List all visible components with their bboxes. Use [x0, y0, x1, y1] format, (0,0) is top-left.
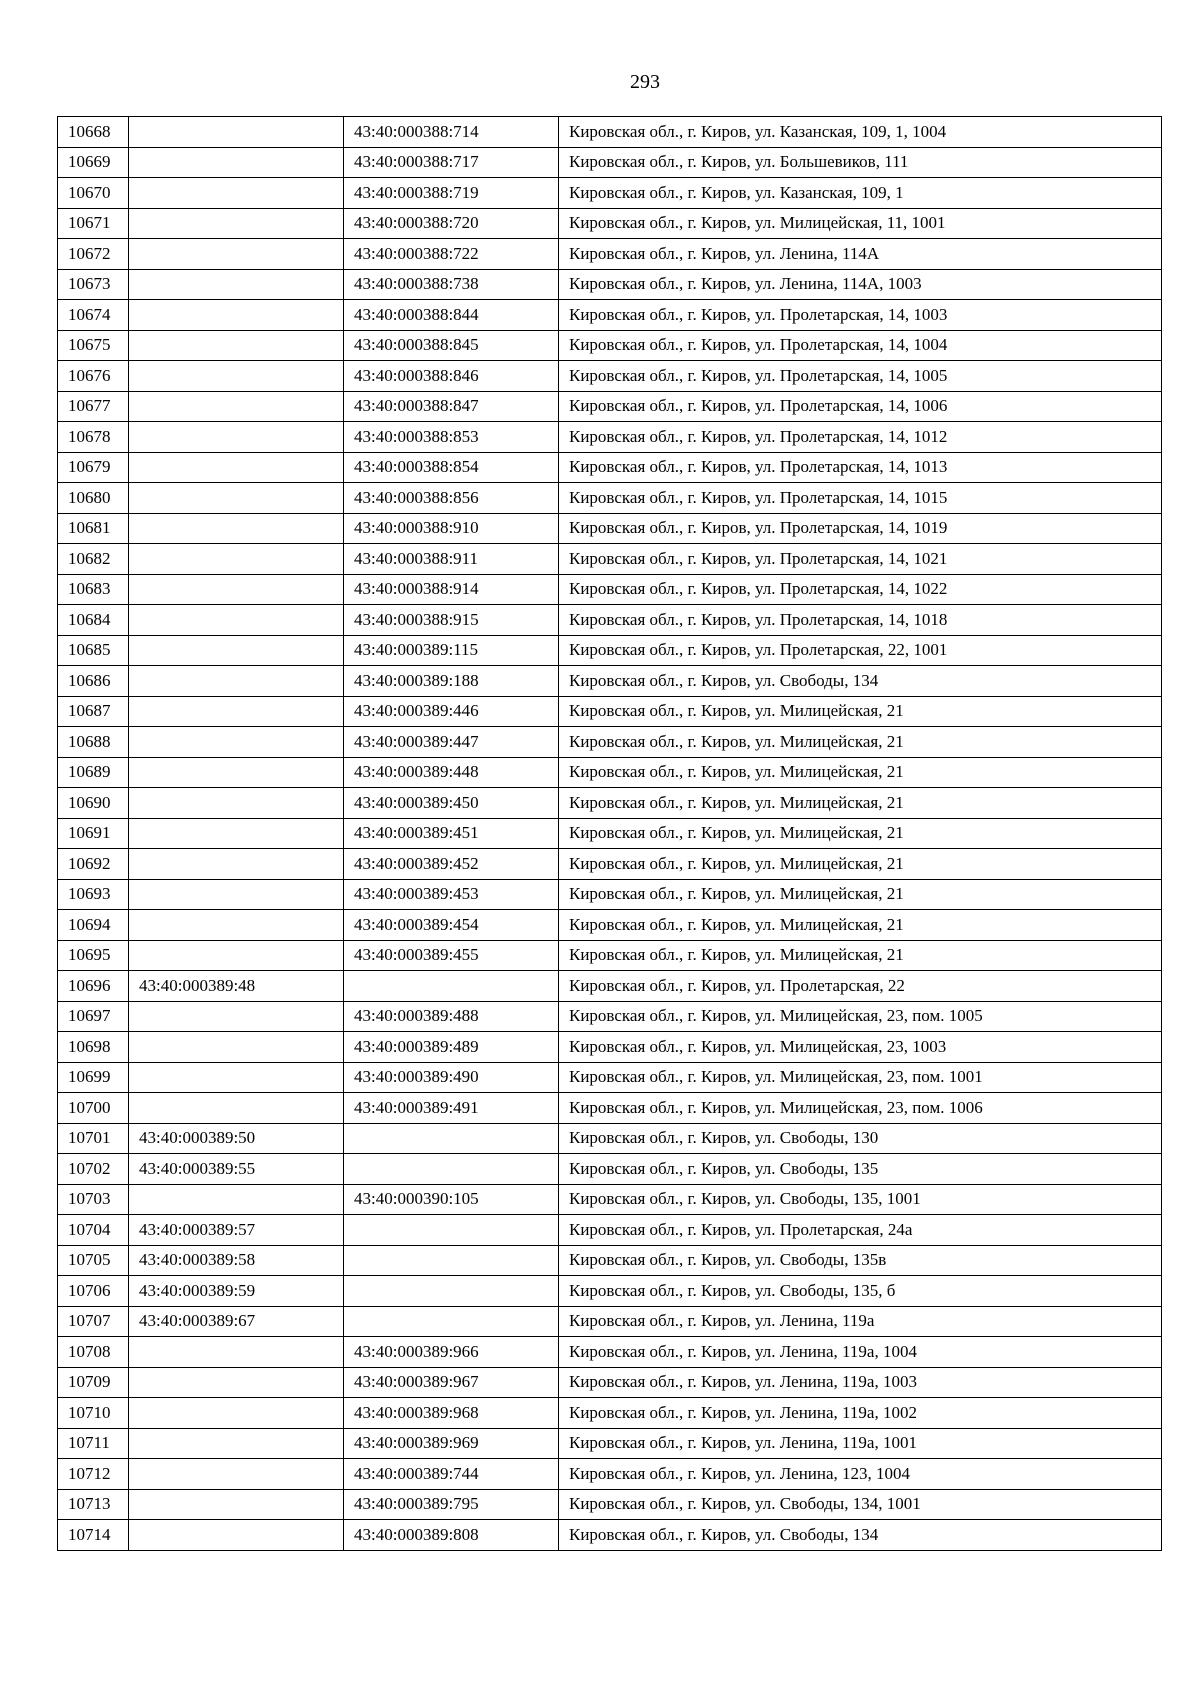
address-cell: Кировская обл., г. Киров, ул. Пролетарская, 14, 1006	[559, 391, 1162, 422]
table-row	[58, 1215, 1162, 1246]
land-cadastral-number-cell	[129, 452, 344, 483]
address-cell: Кировская обл., г. Киров, ул. Милицейская, 21	[559, 940, 1162, 971]
row-number-cell: 10695	[58, 940, 129, 971]
object-cadastral-number-cell	[344, 1245, 559, 1276]
table-row	[58, 910, 1162, 941]
object-cadastral-number-cell: 43:40:000389:966	[344, 1337, 559, 1368]
table-row	[58, 117, 1162, 148]
address-cell: Кировская обл., г. Киров, ул. Пролетарская, 14, 1015	[559, 483, 1162, 514]
row-number-cell: 10703	[58, 1184, 129, 1215]
table-row	[58, 940, 1162, 971]
address-cell: Кировская обл., г. Киров, ул. Свободы, 135в	[559, 1245, 1162, 1276]
row-number-cell: 10706	[58, 1276, 129, 1307]
address-cell: Кировская обл., г. Киров, ул. Ленина, 123, 1004	[559, 1459, 1162, 1490]
land-cadastral-number-cell	[129, 635, 344, 666]
table-row	[58, 422, 1162, 453]
land-cadastral-number-cell	[129, 1520, 344, 1551]
land-cadastral-number-cell	[129, 422, 344, 453]
address-cell: Кировская обл., г. Киров, ул. Пролетарская, 14, 1004	[559, 330, 1162, 361]
row-number-cell: 10702	[58, 1154, 129, 1185]
object-cadastral-number-cell: 43:40:000389:489	[344, 1032, 559, 1063]
address-cell: Кировская обл., г. Киров, ул. Пролетарская, 14, 1003	[559, 300, 1162, 331]
object-cadastral-number-cell: 43:40:000388:915	[344, 605, 559, 636]
address-cell: Кировская обл., г. Киров, ул. Свободы, 134, 1001	[559, 1489, 1162, 1520]
row-number-cell: 10696	[58, 971, 129, 1002]
object-cadastral-number-cell: 43:40:000389:115	[344, 635, 559, 666]
row-number-cell: 10700	[58, 1093, 129, 1124]
address-cell: Кировская обл., г. Киров, ул. Пролетарская, 14, 1022	[559, 574, 1162, 605]
row-number-cell: 10693	[58, 879, 129, 910]
table-row	[58, 147, 1162, 178]
land-cadastral-number-cell	[129, 1093, 344, 1124]
row-number-cell: 10704	[58, 1215, 129, 1246]
land-cadastral-number-cell	[129, 910, 344, 941]
table-row	[58, 1062, 1162, 1093]
address-cell: Кировская обл., г. Киров, ул. Свободы, 135	[559, 1154, 1162, 1185]
table-row	[58, 239, 1162, 270]
address-cell: Кировская обл., г. Киров, ул. Пролетарская, 14, 1013	[559, 452, 1162, 483]
table-row	[58, 635, 1162, 666]
row-number-cell: 10685	[58, 635, 129, 666]
object-cadastral-number-cell: 43:40:000389:491	[344, 1093, 559, 1124]
row-number-cell: 10709	[58, 1367, 129, 1398]
row-number-cell: 10669	[58, 147, 129, 178]
land-cadastral-number-cell	[129, 178, 344, 209]
address-cell: Кировская обл., г. Киров, ул. Милицейская, 21	[559, 696, 1162, 727]
registry-table-body	[58, 117, 1162, 1551]
table-row	[58, 361, 1162, 392]
table-row	[58, 849, 1162, 880]
table-row	[58, 574, 1162, 605]
object-cadastral-number-cell: 43:40:000389:454	[344, 910, 559, 941]
address-cell: Кировская обл., г. Киров, ул. Милицейская, 21	[559, 818, 1162, 849]
land-cadastral-number-cell: 43:40:000389:50	[129, 1123, 344, 1154]
land-cadastral-number-cell	[129, 1428, 344, 1459]
land-cadastral-number-cell	[129, 361, 344, 392]
row-number-cell: 10682	[58, 544, 129, 575]
address-cell: Кировская обл., г. Киров, ул. Милицейская, 23, пом. 1001	[559, 1062, 1162, 1093]
table-row	[58, 544, 1162, 575]
table-row	[58, 1245, 1162, 1276]
row-number-cell: 10675	[58, 330, 129, 361]
address-cell: Кировская обл., г. Киров, ул. Пролетарская, 14, 1012	[559, 422, 1162, 453]
object-cadastral-number-cell: 43:40:000389:188	[344, 666, 559, 697]
address-cell: Кировская обл., г. Киров, ул. Пролетарская, 14, 1019	[559, 513, 1162, 544]
table-row	[58, 269, 1162, 300]
object-cadastral-number-cell: 43:40:000389:451	[344, 818, 559, 849]
row-number-cell: 10687	[58, 696, 129, 727]
address-cell: Кировская обл., г. Киров, ул. Ленина, 119а, 1003	[559, 1367, 1162, 1398]
land-cadastral-number-cell: 43:40:000389:67	[129, 1306, 344, 1337]
row-number-cell: 10691	[58, 818, 129, 849]
row-number-cell: 10713	[58, 1489, 129, 1520]
object-cadastral-number-cell: 43:40:000388:846	[344, 361, 559, 392]
row-number-cell: 10672	[58, 239, 129, 270]
object-cadastral-number-cell: 43:40:000389:446	[344, 696, 559, 727]
table-row	[58, 1459, 1162, 1490]
table-row	[58, 483, 1162, 514]
table-row	[58, 879, 1162, 910]
table-row	[58, 300, 1162, 331]
row-number-cell: 10678	[58, 422, 129, 453]
address-cell: Кировская обл., г. Киров, ул. Милицейская, 23, пом. 1005	[559, 1001, 1162, 1032]
address-cell: Кировская обл., г. Киров, ул. Милицейская, 21	[559, 910, 1162, 941]
land-cadastral-number-cell: 43:40:000389:59	[129, 1276, 344, 1307]
object-cadastral-number-cell: 43:40:000388:853	[344, 422, 559, 453]
object-cadastral-number-cell	[344, 1123, 559, 1154]
address-cell: Кировская обл., г. Киров, ул. Пролетарская, 24а	[559, 1215, 1162, 1246]
row-number-cell: 10705	[58, 1245, 129, 1276]
address-cell: Кировская обл., г. Киров, ул. Милицейская, 21	[559, 849, 1162, 880]
table-row	[58, 1337, 1162, 1368]
land-cadastral-number-cell	[129, 269, 344, 300]
object-cadastral-number-cell: 43:40:000389:969	[344, 1428, 559, 1459]
row-number-cell: 10668	[58, 117, 129, 148]
land-cadastral-number-cell	[129, 208, 344, 239]
object-cadastral-number-cell: 43:40:000388:720	[344, 208, 559, 239]
row-number-cell: 10683	[58, 574, 129, 605]
address-cell: Кировская обл., г. Киров, ул. Пролетарская, 22	[559, 971, 1162, 1002]
table-row	[58, 178, 1162, 209]
table-row	[58, 208, 1162, 239]
row-number-cell: 10670	[58, 178, 129, 209]
object-cadastral-number-cell: 43:40:000388:722	[344, 239, 559, 270]
land-cadastral-number-cell	[129, 1398, 344, 1429]
object-cadastral-number-cell: 43:40:000389:453	[344, 879, 559, 910]
land-cadastral-number-cell	[129, 757, 344, 788]
table-row	[58, 391, 1162, 422]
address-cell: Кировская обл., г. Киров, ул. Милицейская, 11, 1001	[559, 208, 1162, 239]
row-number-cell: 10681	[58, 513, 129, 544]
table-row	[58, 1001, 1162, 1032]
land-cadastral-number-cell	[129, 544, 344, 575]
row-number-cell: 10679	[58, 452, 129, 483]
land-cadastral-number-cell	[129, 117, 344, 148]
table-row	[58, 1398, 1162, 1429]
row-number-cell: 10671	[58, 208, 129, 239]
table-row	[58, 1032, 1162, 1063]
address-cell: Кировская обл., г. Киров, ул. Ленина, 119а, 1004	[559, 1337, 1162, 1368]
address-cell: Кировская обл., г. Киров, ул. Пролетарская, 14, 1018	[559, 605, 1162, 636]
land-cadastral-number-cell	[129, 391, 344, 422]
object-cadastral-number-cell: 43:40:000388:845	[344, 330, 559, 361]
row-number-cell: 10697	[58, 1001, 129, 1032]
object-cadastral-number-cell: 43:40:000389:744	[344, 1459, 559, 1490]
object-cadastral-number-cell: 43:40:000389:967	[344, 1367, 559, 1398]
land-cadastral-number-cell	[129, 1337, 344, 1368]
land-cadastral-number-cell	[129, 849, 344, 880]
row-number-cell: 10689	[58, 757, 129, 788]
object-cadastral-number-cell: 43:40:000389:455	[344, 940, 559, 971]
object-cadastral-number-cell: 43:40:000388:856	[344, 483, 559, 514]
row-number-cell: 10701	[58, 1123, 129, 1154]
object-cadastral-number-cell	[344, 1215, 559, 1246]
object-cadastral-number-cell: 43:40:000388:714	[344, 117, 559, 148]
registry-table	[57, 116, 1162, 1551]
land-cadastral-number-cell: 43:40:000389:57	[129, 1215, 344, 1246]
address-cell: Кировская обл., г. Киров, ул. Свободы, 130	[559, 1123, 1162, 1154]
land-cadastral-number-cell	[129, 818, 344, 849]
land-cadastral-number-cell	[129, 1459, 344, 1490]
row-number-cell: 10686	[58, 666, 129, 697]
object-cadastral-number-cell: 43:40:000388:914	[344, 574, 559, 605]
land-cadastral-number-cell	[129, 147, 344, 178]
address-cell: Кировская обл., г. Киров, ул. Ленина, 119а	[559, 1306, 1162, 1337]
row-number-cell: 10692	[58, 849, 129, 880]
land-cadastral-number-cell	[129, 696, 344, 727]
object-cadastral-number-cell: 43:40:000389:490	[344, 1062, 559, 1093]
object-cadastral-number-cell: 43:40:000388:738	[344, 269, 559, 300]
row-number-cell: 10680	[58, 483, 129, 514]
object-cadastral-number-cell	[344, 1154, 559, 1185]
address-cell: Кировская обл., г. Киров, ул. Милицейская, 21	[559, 757, 1162, 788]
land-cadastral-number-cell: 43:40:000389:55	[129, 1154, 344, 1185]
object-cadastral-number-cell: 43:40:000388:854	[344, 452, 559, 483]
table-row	[58, 1276, 1162, 1307]
land-cadastral-number-cell	[129, 1001, 344, 1032]
address-cell: Кировская обл., г. Киров, ул. Милицейская, 23, 1003	[559, 1032, 1162, 1063]
address-cell: Кировская обл., г. Киров, ул. Милицейская, 21	[559, 788, 1162, 819]
row-number-cell: 10673	[58, 269, 129, 300]
object-cadastral-number-cell	[344, 971, 559, 1002]
row-number-cell: 10690	[58, 788, 129, 819]
address-cell: Кировская обл., г. Киров, ул. Ленина, 114А, 1003	[559, 269, 1162, 300]
table-row	[58, 330, 1162, 361]
land-cadastral-number-cell	[129, 239, 344, 270]
object-cadastral-number-cell: 43:40:000388:911	[344, 544, 559, 575]
land-cadastral-number-cell	[129, 1184, 344, 1215]
row-number-cell: 10694	[58, 910, 129, 941]
table-row	[58, 1093, 1162, 1124]
row-number-cell: 10708	[58, 1337, 129, 1368]
object-cadastral-number-cell: 43:40:000389:488	[344, 1001, 559, 1032]
object-cadastral-number-cell: 43:40:000388:844	[344, 300, 559, 331]
table-row	[58, 666, 1162, 697]
table-row	[58, 818, 1162, 849]
table-row	[58, 971, 1162, 1002]
table-row	[58, 727, 1162, 758]
address-cell: Кировская обл., г. Киров, ул. Ленина, 114А	[559, 239, 1162, 270]
address-cell: Кировская обл., г. Киров, ул. Свободы, 135, б	[559, 1276, 1162, 1307]
land-cadastral-number-cell	[129, 1062, 344, 1093]
address-cell: Кировская обл., г. Киров, ул. Ленина, 119а, 1001	[559, 1428, 1162, 1459]
address-cell: Кировская обл., г. Киров, ул. Большевиков, 111	[559, 147, 1162, 178]
land-cadastral-number-cell	[129, 1489, 344, 1520]
table-row	[58, 1123, 1162, 1154]
table-row	[58, 513, 1162, 544]
table-row	[58, 1428, 1162, 1459]
table-row	[58, 696, 1162, 727]
land-cadastral-number-cell: 43:40:000389:58	[129, 1245, 344, 1276]
address-cell: Кировская обл., г. Киров, ул. Казанская, 109, 1, 1004	[559, 117, 1162, 148]
object-cadastral-number-cell	[344, 1276, 559, 1307]
address-cell: Кировская обл., г. Киров, ул. Пролетарская, 22, 1001	[559, 635, 1162, 666]
table-row	[58, 1154, 1162, 1185]
object-cadastral-number-cell: 43:40:000389:450	[344, 788, 559, 819]
row-number-cell: 10684	[58, 605, 129, 636]
table-row	[58, 1367, 1162, 1398]
address-cell: Кировская обл., г. Киров, ул. Милицейская, 21	[559, 727, 1162, 758]
object-cadastral-number-cell	[344, 1306, 559, 1337]
row-number-cell: 10707	[58, 1306, 129, 1337]
land-cadastral-number-cell	[129, 879, 344, 910]
address-cell: Кировская обл., г. Киров, ул. Ленина, 119а, 1002	[559, 1398, 1162, 1429]
object-cadastral-number-cell: 43:40:000389:808	[344, 1520, 559, 1551]
row-number-cell: 10714	[58, 1520, 129, 1551]
page-number: 293	[630, 71, 660, 93]
address-cell: Кировская обл., г. Киров, ул. Казанская, 109, 1	[559, 178, 1162, 209]
object-cadastral-number-cell: 43:40:000389:447	[344, 727, 559, 758]
table-row	[58, 452, 1162, 483]
object-cadastral-number-cell: 43:40:000390:105	[344, 1184, 559, 1215]
object-cadastral-number-cell: 43:40:000389:448	[344, 757, 559, 788]
object-cadastral-number-cell: 43:40:000388:717	[344, 147, 559, 178]
land-cadastral-number-cell	[129, 788, 344, 819]
object-cadastral-number-cell: 43:40:000389:452	[344, 849, 559, 880]
land-cadastral-number-cell	[129, 330, 344, 361]
row-number-cell: 10710	[58, 1398, 129, 1429]
table-row	[58, 605, 1162, 636]
table-row	[58, 1306, 1162, 1337]
object-cadastral-number-cell: 43:40:000388:719	[344, 178, 559, 209]
address-cell: Кировская обл., г. Киров, ул. Свободы, 134	[559, 666, 1162, 697]
land-cadastral-number-cell	[129, 574, 344, 605]
land-cadastral-number-cell: 43:40:000389:48	[129, 971, 344, 1002]
land-cadastral-number-cell	[129, 300, 344, 331]
address-cell: Кировская обл., г. Киров, ул. Пролетарская, 14, 1005	[559, 361, 1162, 392]
object-cadastral-number-cell: 43:40:000388:910	[344, 513, 559, 544]
object-cadastral-number-cell: 43:40:000389:795	[344, 1489, 559, 1520]
address-cell: Кировская обл., г. Киров, ул. Свободы, 135, 1001	[559, 1184, 1162, 1215]
row-number-cell: 10677	[58, 391, 129, 422]
row-number-cell: 10699	[58, 1062, 129, 1093]
row-number-cell: 10711	[58, 1428, 129, 1459]
table-row	[58, 788, 1162, 819]
row-number-cell: 10712	[58, 1459, 129, 1490]
object-cadastral-number-cell: 43:40:000388:847	[344, 391, 559, 422]
land-cadastral-number-cell	[129, 1367, 344, 1398]
table-row	[58, 757, 1162, 788]
row-number-cell: 10688	[58, 727, 129, 758]
object-cadastral-number-cell: 43:40:000389:968	[344, 1398, 559, 1429]
address-cell: Кировская обл., г. Киров, ул. Пролетарская, 14, 1021	[559, 544, 1162, 575]
land-cadastral-number-cell	[129, 1032, 344, 1063]
land-cadastral-number-cell	[129, 727, 344, 758]
address-cell: Кировская обл., г. Киров, ул. Свободы, 134	[559, 1520, 1162, 1551]
row-number-cell: 10698	[58, 1032, 129, 1063]
row-number-cell: 10676	[58, 361, 129, 392]
land-cadastral-number-cell	[129, 483, 344, 514]
address-cell: Кировская обл., г. Киров, ул. Милицейская, 21	[559, 879, 1162, 910]
address-cell: Кировская обл., г. Киров, ул. Милицейская, 23, пом. 1006	[559, 1093, 1162, 1124]
land-cadastral-number-cell	[129, 940, 344, 971]
land-cadastral-number-cell	[129, 513, 344, 544]
row-number-cell: 10674	[58, 300, 129, 331]
table-row	[58, 1520, 1162, 1551]
land-cadastral-number-cell	[129, 605, 344, 636]
table-row	[58, 1489, 1162, 1520]
table-row	[58, 1184, 1162, 1215]
land-cadastral-number-cell	[129, 666, 344, 697]
